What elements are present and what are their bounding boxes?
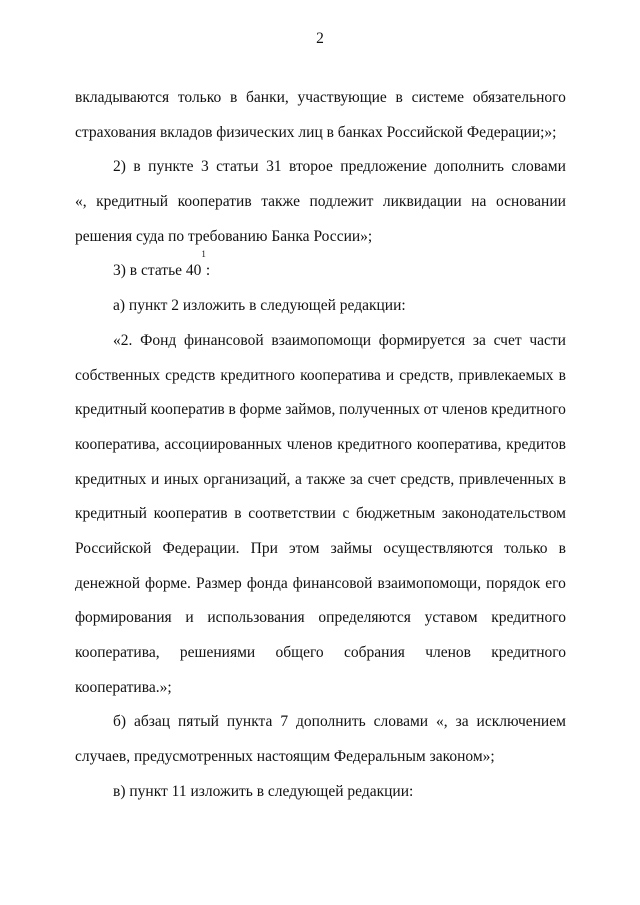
word: организаций, [203, 470, 291, 488]
word: абзац [134, 713, 171, 731]
text-line [75, 393, 566, 428]
word: форме [239, 401, 282, 419]
word: словами [373, 713, 429, 731]
text-line [75, 81, 566, 116]
word: подлежит [309, 193, 374, 211]
word: обязательного [472, 89, 566, 106]
text-line [75, 497, 566, 532]
word: а [295, 470, 302, 488]
word: с [342, 505, 350, 523]
word: «, [436, 713, 448, 731]
word: использования [207, 609, 305, 627]
text-line [75, 463, 566, 498]
word: кредитный [96, 193, 169, 211]
text-line [75, 185, 566, 220]
word: части [529, 331, 566, 349]
word: пункте [148, 158, 194, 176]
word: денежной [75, 574, 140, 592]
word: финансовой [183, 331, 264, 349]
text-line [75, 289, 566, 324]
word: законодательством [441, 505, 566, 523]
word: и [185, 609, 194, 627]
word: кооператива [300, 366, 381, 384]
word: системе [411, 89, 464, 106]
word: : [205, 262, 211, 280]
word: собрания [344, 644, 405, 661]
word: полученных [339, 401, 420, 419]
word: кооператив [150, 401, 225, 419]
word: основании [495, 193, 566, 211]
word: этом [289, 539, 320, 557]
word: за [455, 713, 469, 731]
word: б) [113, 713, 127, 731]
word: кредитных [75, 470, 147, 488]
word: осуществляются [383, 539, 493, 557]
word: финансовой [292, 574, 373, 592]
word: страхования вкладов физических лиц в банках Российской Федерации;»; [75, 123, 557, 141]
word: кооператива.»; [75, 678, 172, 696]
word: 7 [280, 713, 289, 731]
word: средств [165, 366, 216, 384]
word: в [558, 366, 566, 384]
word: средств, [400, 470, 455, 488]
word: в) пункт 11 изложить в следующей редакции: [113, 782, 414, 800]
word: определяются [318, 609, 411, 627]
word: 3) в статье 40 [113, 262, 202, 280]
word: кооператива, [75, 435, 160, 453]
word: кооператива, [416, 435, 502, 453]
word: взаимопомощи [271, 331, 372, 349]
superscript: 1 [201, 249, 206, 260]
word: «, [75, 193, 87, 211]
word: и [385, 366, 395, 384]
word: также [306, 470, 346, 488]
word: в [395, 89, 403, 106]
word: кредитного [491, 644, 566, 661]
word: займов, [285, 401, 336, 419]
word: привлеченных [458, 470, 555, 488]
word: пятый [178, 713, 219, 731]
word: членов [286, 435, 333, 453]
word: уставом [424, 609, 478, 627]
text-line [75, 532, 566, 567]
word: 2) [113, 158, 126, 176]
text-line [75, 775, 566, 810]
word: бюджетным [355, 505, 436, 523]
word: форме. [145, 574, 191, 592]
word: решения суда по требованию Банка России»; [75, 227, 373, 245]
word: только [177, 89, 222, 106]
word: только [504, 539, 548, 557]
word: порядок [486, 574, 541, 592]
word: кредитный [75, 401, 147, 419]
word: ликвидации [382, 193, 462, 211]
word: кредитного [337, 435, 412, 453]
word: а) пункт 2 изложить в следующей редакции: [113, 297, 406, 315]
text-line [75, 428, 566, 463]
word: кредитного [491, 401, 566, 419]
word: ассоциированных [164, 435, 282, 453]
text-line [75, 324, 566, 359]
word: формируется [378, 331, 466, 349]
word: 3 [200, 158, 209, 176]
word: банки, [246, 89, 289, 106]
text-line [75, 249, 566, 289]
word: взаимопомощи, [377, 574, 482, 592]
word: его [545, 574, 566, 592]
word: кооператива, [75, 644, 160, 661]
word: членов [425, 644, 471, 661]
word: на [471, 193, 487, 211]
word: Федерации. [162, 539, 240, 557]
text-line [75, 636, 566, 671]
word: вкладываются [75, 89, 170, 106]
word: 31 [266, 158, 282, 176]
word: общего [275, 644, 324, 661]
word: второе [289, 158, 333, 176]
word: иных [163, 470, 199, 488]
word: в [229, 89, 238, 106]
word: кооператив [153, 505, 228, 523]
word: займы [330, 539, 373, 557]
text-line [75, 740, 566, 775]
word: в [133, 158, 141, 176]
document-body [75, 81, 566, 809]
word: участвующие [297, 89, 387, 106]
word: соответствии [248, 505, 336, 523]
text-line [75, 705, 566, 740]
word: дополнить [296, 713, 366, 731]
word: случаев, предусмотренных настоящим Федеральным законом»; [75, 748, 495, 766]
word: При [250, 539, 278, 557]
word: кредитного [491, 609, 566, 627]
word: кредитов [506, 435, 566, 453]
word: кредитного [220, 366, 296, 384]
word: кредитный [75, 505, 147, 523]
word: собственных [75, 366, 161, 384]
word: членов [441, 401, 488, 419]
word: в [558, 539, 566, 557]
text-line [75, 671, 566, 706]
word: статьи [216, 158, 259, 176]
word: словами [511, 158, 566, 176]
text-line [75, 567, 566, 602]
text-line [75, 220, 566, 255]
word: Фонд [140, 331, 177, 349]
word: счет [367, 470, 396, 488]
word: формирования [75, 609, 172, 627]
word: пункта [226, 713, 273, 731]
word: фонда [246, 574, 288, 592]
text-line [75, 150, 566, 185]
word: за [349, 470, 363, 488]
word: в [228, 401, 236, 419]
word: в [234, 505, 242, 523]
word: Размер [195, 574, 242, 592]
word: решениями [179, 644, 256, 661]
word: в [558, 470, 566, 488]
word: кооператив [177, 193, 252, 211]
word: исключением [476, 713, 566, 731]
word: также [261, 193, 300, 211]
word: счет [493, 331, 522, 349]
word: дополнить [434, 158, 504, 176]
word: от [423, 401, 438, 419]
word: и [151, 470, 160, 488]
word: «2. [113, 331, 133, 349]
word: средств, [399, 366, 454, 384]
text-line [75, 601, 566, 636]
word: Российской [75, 539, 152, 557]
word: предложение [340, 158, 427, 176]
page-number: 2 [316, 30, 324, 47]
word: за [472, 331, 486, 349]
text-line [75, 359, 566, 394]
word: привлекаемых [458, 366, 554, 384]
text-line [75, 116, 566, 151]
